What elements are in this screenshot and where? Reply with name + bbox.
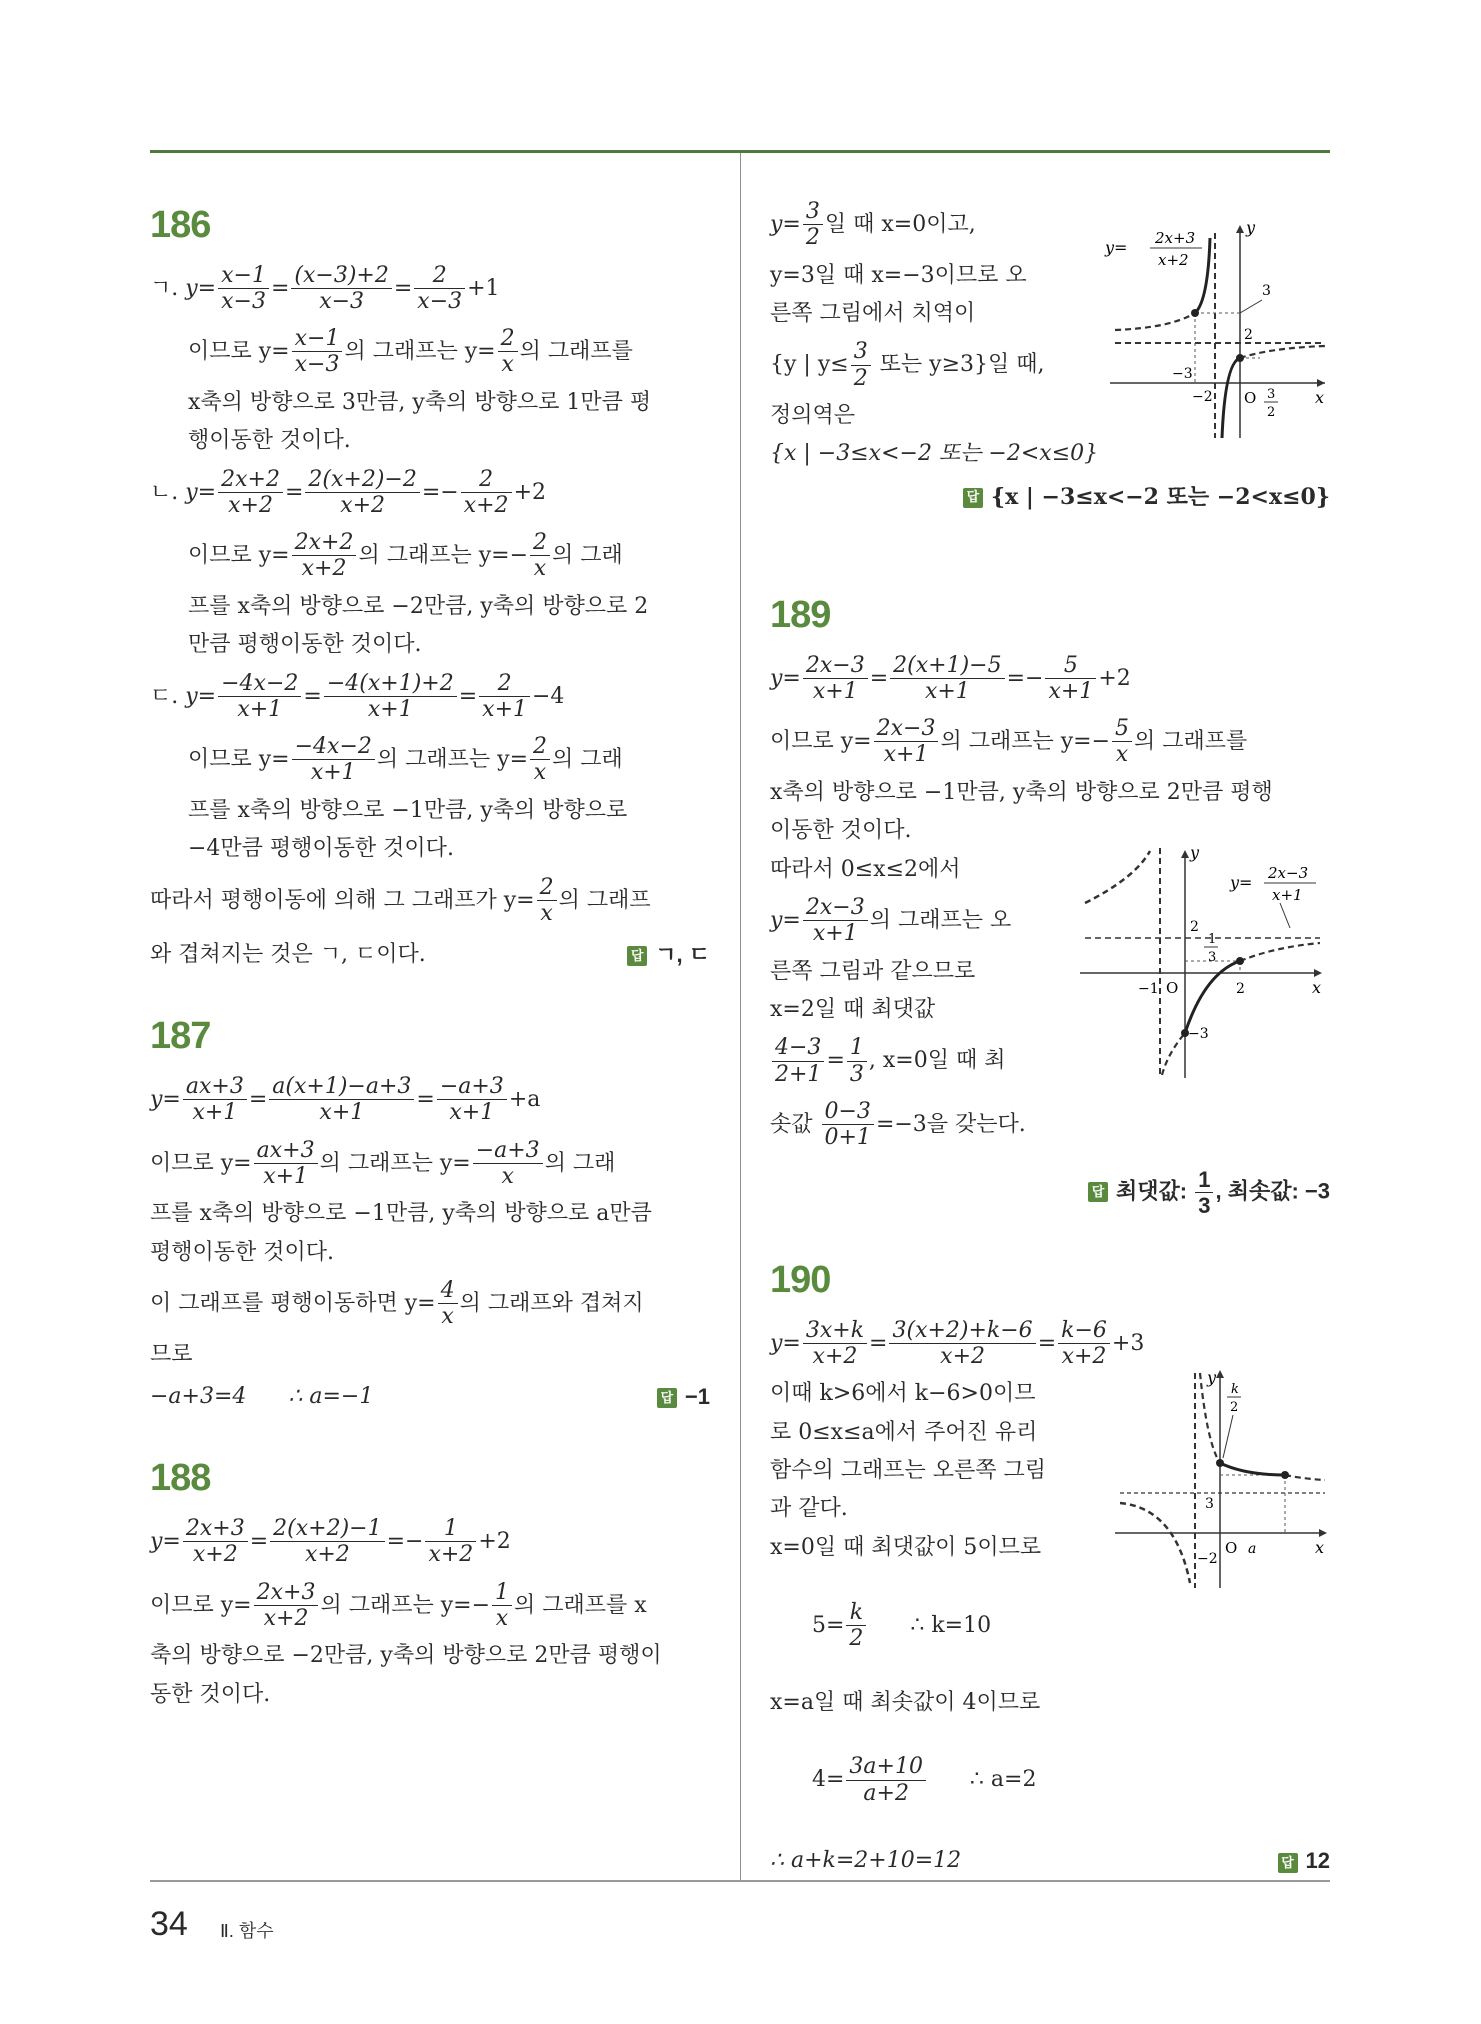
text-line: 만큼 평행이동한 것이다. [188,632,422,658]
fraction: $\frac{2}{x}$ [498,326,518,378]
graph-label: y= [1230,873,1253,892]
text-line: 이므로 y= $\frac{ax+3}{x+1}$ 의 그래프는 y= $\frac{-a+3}{x}$ 의 그래 [150,1137,616,1189]
text-line: 른쪽 그림과 같으므로 [770,958,976,984]
problem-number: 190 [770,1259,831,1302]
graph-188 [1105,213,1330,443]
curve-right-solid [1220,1463,1285,1475]
fraction: $\frac{2}{x}$ [537,875,557,927]
fraction: $\frac{3x+k}{x+2}$ [803,1318,867,1370]
fraction: $\frac{1}{3}$ [847,1035,867,1087]
tick-13-num: 1 [1208,932,1217,947]
fraction: $\frac{-4(x+1)+2}{x+1}$ [324,671,457,723]
x-axis-label: x [1312,978,1322,997]
fraction: $\frac{2(x+2)-2}{x+2}$ [305,467,419,519]
tick-2-x: 2 [1236,981,1245,997]
answer-badge: 답 [627,946,647,966]
fraction: $\frac{-4x-2}{x+1}$ [292,734,375,786]
y-axis-arrow [1216,1370,1224,1378]
fraction: $\frac{4}{x}$ [438,1278,458,1330]
text-line: 5= $\frac{k}{2}$ ∴ k=10 [811,1599,992,1651]
tick-3: 3 [1262,283,1271,299]
endpoint [1236,957,1244,965]
tick-m2: −2 [1192,389,1213,405]
text-line: y= $\frac{2x-3}{x+1}$ 의 그래프는 오 [770,894,1012,947]
text-line: x축의 방향으로 −1만큼, y축의 방향으로 2만큼 평행 [770,779,1273,805]
text-line: 정의역은 [770,402,856,428]
tick-k2-num: k [1231,1382,1239,1398]
tick-a: a [1248,1541,1257,1558]
text-line: 함수의 그래프는 오른쪽 그림 [770,1458,1047,1484]
graph-189 [1080,843,1330,1083]
curve-left-dashed [1115,313,1195,330]
text-line: 므로 [150,1341,193,1367]
fraction: $\frac{a(x+1)-a+3}{x+1}$ [269,1074,414,1126]
text-line: 이므로 y= $\frac{-4x-2}{x+1}$ 의 그래프는 y= $\frac{2}{x}$ 의 그래 [188,734,623,786]
curve-right-solid [1185,961,1240,1033]
problem-number: 186 [150,204,211,246]
curve-right-dashed [1240,346,1325,358]
conclusion-row [770,1838,1330,1884]
tick-3: 3 [1205,1496,1214,1513]
fraction: $\frac{2(x+1)-5}{x+1}$ [890,653,1004,705]
text-line: 이 그래프를 평행이동하면 y= $\frac{4}{x}$ 의 그래프와 겹쳐지 [150,1278,644,1330]
fraction: $\frac{2}{x+2}$ [461,467,512,519]
curve-right-dashed [1285,1475,1325,1480]
conclusion-row [150,1374,710,1420]
graph-label: y= [1105,238,1128,257]
x-axis-arrow [1317,379,1325,387]
fraction: $\frac{2x+2}{x+2}$ [218,467,283,519]
text-line: y=3일 때 x=−3이므로 오 [770,262,1027,288]
y-axis-arrow [1236,225,1244,233]
text-line: 평행이동한 것이다. [150,1239,335,1265]
graph-190 [1115,1363,1330,1593]
text-line: 행이동한 것이다. [188,428,351,454]
sub-a-equation: ㄱ. y= $\frac{x-1}{x-3}$ = $\frac{(x-3)+2}{x-3}$ = $\frac{2}{x-3}$ +1 [150,262,500,314]
text-line: $\frac{4-3}{2+1}$ = $\frac{1}{3}$ , x=0일 때 최 [770,1029,1330,1093]
endpoint [1281,1471,1289,1479]
fraction: $\frac{1}{x}$ [492,1580,512,1632]
fraction: $\frac{2x+2}{x+2}$ [292,530,357,582]
text-line: 따라서 평행이동에 의해 그 그래프가 y= $\frac{2}{x}$ 의 그래프 [150,874,651,926]
fraction: $\frac{2(x+2)-1}{x+2}$ [270,1516,384,1568]
fraction: $\frac{1}{3}$ [1195,1167,1213,1219]
tick-13-den: 3 [1208,950,1217,965]
fraction: $\frac{2}{x-3}$ [414,263,465,315]
text-line: {x | −3≤x<−2 또는 −2<x≤0} [770,441,1099,467]
text-line: 축의 방향으로 −2만큼, y축의 방향으로 2만큼 평행이 [150,1643,662,1669]
problem-190 [770,1258,1330,1885]
text-line: x=2일 때 최댓값 [770,996,936,1022]
x-axis-arrow [1314,969,1322,977]
problem-187 [150,1014,710,1420]
equation: y= $\frac{ax+3}{x+1}$ = $\frac{a(x+1)-a+3}{x+1}$ = $\frac{-a+3}{x+1}$ +a [150,1074,541,1126]
text-line: −a+3=4 ∴ a=−1 [150,1384,374,1410]
fraction: $\frac{x-1}{x-3}$ [218,263,269,315]
text-line: ∴ a+k=2+10=12 [770,1848,962,1874]
fraction: $\frac{2x+3}{x+2}$ [254,1580,319,1632]
answer: 답 −1 [657,1374,710,1420]
fraction: $\frac{-4x-2}{x+1}$ [218,671,301,723]
fraction: $\frac{4-3}{2+1}$ [772,1035,824,1087]
text-line: 이므로 y= $\frac{2x+3}{x+2}$ 의 그래프는 y=− $\frac{1}{x}$ 의 그래프를 x [150,1579,647,1631]
sub-c-equation: ㄷ. y= $\frac{-4x-2}{x+1}$ = $\frac{-4(x+1)+2}{x+1}$ = $\frac{2}{x+1}$ −4 [150,670,565,722]
endpoint [1236,354,1244,362]
fraction: $\frac{3(x+2)+k-6}{x+2}$ [889,1318,1035,1370]
tick-k2-den: 2 [1230,1400,1239,1416]
text-line: 른쪽 그림에서 치역이 [770,300,976,326]
curve-left-dashed [1120,1503,1190,1583]
fraction: $\frac{3a+10}{a+2}$ [846,1754,926,1806]
x-axis-label: x [1315,388,1325,407]
text-line: 로 0≤x≤a에서 주어진 유리 [770,1419,1038,1445]
problem-188 [150,1456,710,1714]
text-line: 이동한 것이다. [770,818,912,844]
conclusion-row [150,932,710,978]
origin-label: O [1166,979,1179,997]
fraction: $\frac{5}{x}$ [1112,716,1132,768]
x-axis-label: x [1315,1538,1325,1558]
tick-2-y: 2 [1190,919,1199,935]
fraction: $\frac{ax+3}{x+1}$ [254,1138,318,1190]
fraction: $\frac{(x-3)+2}{x-3}$ [291,263,391,315]
fraction: $\frac{2x+3}{x+2}$ [183,1516,248,1568]
text-line: 동한 것이다. [150,1681,271,1707]
equation: y= $\frac{2x-3}{x+1}$ = $\frac{2(x+1)-5}{x+1}$ =− $\frac{5}{x+1}$ +2 [770,652,1131,704]
equation: y= $\frac{3x+k}{x+2}$ = $\frac{3(x+2)+k-6}{x+2}$ = $\frac{k-6}{x+2}$ +3 [770,1317,1145,1369]
answer: 답 최댓값: $\frac{1}{3}$ , 최솟값: −3 [770,1157,1330,1229]
text-line: 프를 x축의 방향으로 −2만큼, y축의 방향으로 2 [188,593,649,619]
answer: 답 {x | −3≤x<−2 또는 −2<x≤0} [770,474,1330,520]
fraction: $\frac{0-3}{0+1}$ [822,1099,874,1151]
fraction: $\frac{-a+3}{x+1}$ [437,1074,507,1126]
problem-189 [770,593,1330,1228]
tick-2: 2 [1244,327,1253,343]
problem-188-continued [770,153,1330,573]
section-label: Ⅱ. 함수 [220,1921,274,1941]
y-axis-label: y [1190,843,1200,862]
y-axis-label: y [1246,218,1256,237]
curve-left-dashed [1085,851,1150,903]
problem-number: 188 [150,1457,211,1500]
answer-badge: 답 [963,488,983,508]
fraction: $\frac{2}{x}$ [530,530,550,582]
graph-label-num: 2x−3 [1268,864,1309,882]
problem-number: 189 [770,594,831,636]
text-line: x축의 방향으로 3만큼, y축의 방향으로 1만큼 평 [188,389,652,415]
tick-m3: −3 [1188,1026,1209,1042]
text-line: y= $\frac{3}{2}$ 일 때 x=0이고, [770,199,976,251]
text-line: −4만큼 평행이동한 것이다. [188,836,454,862]
origin-label: O [1225,1539,1238,1558]
graph-label-den: x+1 [1272,886,1303,904]
fraction: $\frac{k-6}{x+2}$ [1058,1318,1110,1370]
y-axis-arrow [1181,850,1189,858]
tick-m3: −3 [1172,366,1193,382]
text-line: 과 같다. [770,1496,848,1522]
fraction: $\frac{2}{x+1}$ [479,671,530,723]
origin-label: O [1244,389,1257,407]
answer-badge: 답 [1088,1182,1108,1202]
fraction: $\frac{3}{2}$ [851,339,871,391]
text-line: 이므로 y= $\frac{2x-3}{x+1}$ 의 그래프는 y=− $\frac{5}{x}$ 의 그래프를 [770,716,1248,768]
problem-186 [150,153,710,978]
y-axis-label: y [1207,1368,1217,1388]
answer: 답 ㄱ, ㄷ [627,932,710,978]
fraction: $\frac{-a+3}{x}$ [473,1138,543,1190]
tick-32-den: 2 [1267,405,1276,420]
answer-badge: 답 [1278,1853,1298,1873]
text-line: {y | y≤ $\frac{3}{2}$ 또는 y≥3}일 때, [770,339,1045,391]
fraction: $\frac{2x-3}{x+1}$ [803,895,868,947]
sub-b-equation: ㄴ. y= $\frac{2x+2}{x+2}$ = $\frac{2(x+2)-2}{x+2}$ =− $\frac{2}{x+2}$ +2 [150,466,546,518]
curve-right-dashed-upper [1240,943,1320,961]
tick-m2: −2 [1197,1551,1218,1568]
equation: y= $\frac{2x+3}{x+2}$ = $\frac{2(x+2)-1}{x+2}$ =− $\frac{1}{x+2}$ +2 [150,1516,511,1568]
text-line: 프를 x축의 방향으로 −1만큼, y축의 방향으로 a만큼 [150,1201,652,1227]
fraction: $\frac{3}{2}$ [803,199,823,251]
text-line: 프를 x축의 방향으로 −1만큼, y축의 방향으로 [188,797,628,823]
fraction: $\frac{1}{x+2}$ [425,1516,476,1568]
column-divider [740,153,741,1880]
text-line: x=a일 때 최솟값이 4이므로 [770,1689,1041,1715]
fraction: $\frac{x-1}{x-3}$ [292,326,343,378]
text-line: 솟값 $\frac{0-3}{0+1}$ =−3을 갖는다. [770,1098,1026,1151]
curve-left-solid [1195,238,1210,313]
text-line: x=0일 때 최댓값이 5이므로 [770,1534,1042,1560]
right-column [770,153,1330,1885]
fraction: $\frac{k}{2}$ [846,1600,866,1652]
tick-m1: −1 [1138,981,1159,997]
tick-32-num: 3 [1267,387,1276,402]
answer-badge: 답 [657,1388,677,1408]
fraction: $\frac{ax+3}{x+1}$ [183,1074,247,1126]
text-line: 이므로 y= $\frac{2x+2}{x+2}$ 의 그래프는 y=− $\frac{2}{x}$ 의 그래 [188,530,623,582]
fraction: $\frac{2x-3}{x+1}$ [874,716,939,768]
fraction: $\frac{5}{x+1}$ [1045,653,1096,705]
problem-number: 187 [150,1015,211,1058]
left-column [150,153,710,1714]
text-line: 따라서 0≤x≤2에서 [770,856,961,882]
fraction: $\frac{2}{x}$ [530,734,550,786]
curve-right-solid [1222,358,1240,438]
fraction: $\frac{2x-3}{x+1}$ [803,653,868,705]
text-line: 이때 k>6에서 k−6>0이므 [770,1381,1036,1407]
text-line: 이므로 y= $\frac{x-1}{x-3}$ 의 그래프는 y= $\frac{2}{x}$ 의 그래프를 [188,326,633,378]
page-number: 34 [150,1905,188,1943]
text-line: 와 겹쳐지는 것은 ㄱ, ㄷ이다. [150,942,426,968]
endpoint [1216,1459,1224,1467]
text-line: 4= $\frac{3a+10}{a+2}$ ∴ a=2 [811,1754,1037,1806]
curve-right-dashed-lower [1162,1033,1185,1075]
graph-label-den: x+2 [1158,251,1189,269]
endpoint [1191,309,1199,317]
graph-label-num: 2x+3 [1155,229,1196,247]
answer: 답 12 [1278,1838,1330,1884]
x-axis-arrow [1319,1529,1327,1537]
